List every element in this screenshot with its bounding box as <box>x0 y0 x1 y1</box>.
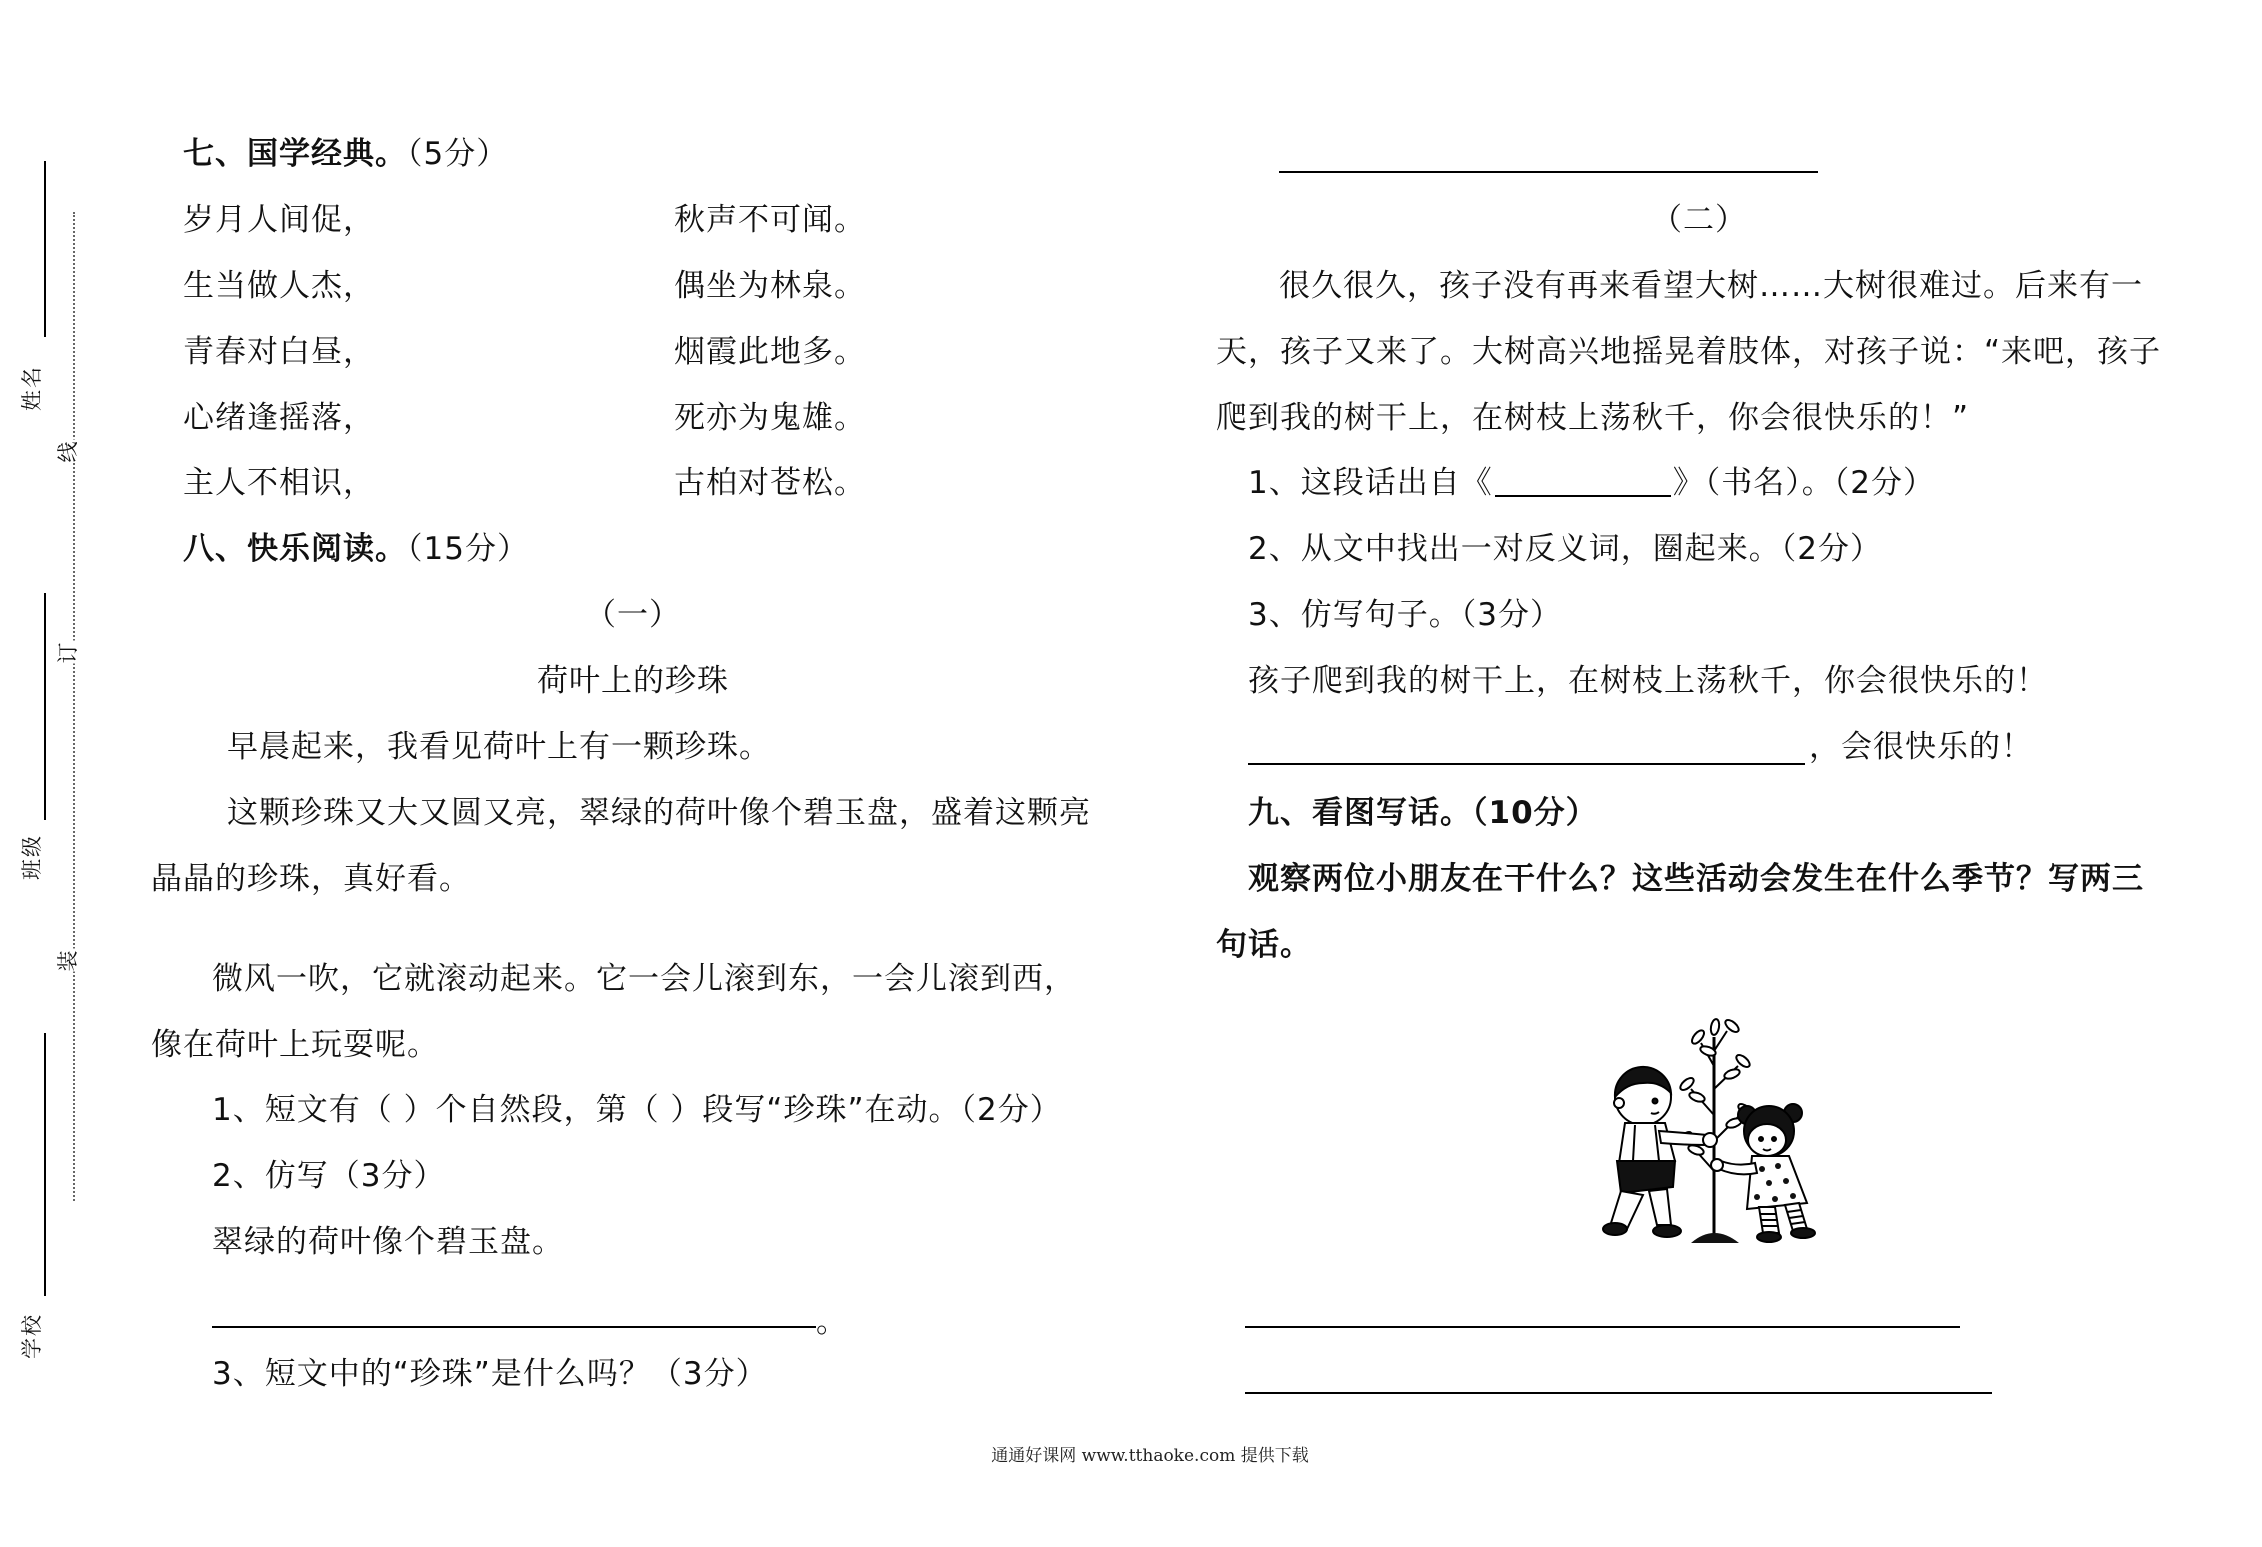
boy-arm <box>1659 1131 1707 1145</box>
boy-hand <box>1703 1133 1717 1147</box>
girl-arm <box>1719 1161 1757 1174</box>
passage1-line-3: 晶晶的珍珠，真好看。 <box>151 861 471 897</box>
book-title-blank <box>1495 465 1671 497</box>
classic-left-2: 生当做人杰， <box>183 268 375 304</box>
section8-score: （15分） <box>407 531 529 567</box>
class-line <box>44 593 46 820</box>
boy-eye <box>1653 1099 1658 1104</box>
classic-right-1: 秋声不可闻。 <box>674 202 866 238</box>
leaf <box>1688 1091 1706 1104</box>
girl-eye-right <box>1772 1137 1776 1141</box>
dot <box>1790 1193 1796 1199</box>
part1-question-2: 2、仿写（3分） <box>212 1158 446 1194</box>
girl-eye-left <box>1759 1137 1763 1141</box>
classic-right-5: 古柏对苍松。 <box>674 465 866 501</box>
leaf <box>1690 1028 1706 1045</box>
boy-shoe-left <box>1603 1223 1627 1235</box>
section8-title: 八、快乐阅读。 <box>183 531 407 567</box>
boy-ear <box>1614 1098 1624 1108</box>
part1-q2-answer-line <box>212 1326 816 1328</box>
name-label: 姓名 <box>20 365 44 411</box>
part1-q2-example: 翠绿的荷叶像个碧玉盘。 <box>212 1224 564 1260</box>
binding-dotted-line <box>73 212 75 1201</box>
classic-left-1: 岁月人间促， <box>183 202 375 238</box>
binding-label-ding: 订 <box>56 640 80 664</box>
passage2-line-3: 爬到我的树干上，在树枝上荡秋千，你会很快乐的！” <box>1216 400 1970 436</box>
section8-heading <box>183 529 529 569</box>
passage2-line-2: 天，孩子又来了。大树高兴地摇晃着肢体，对孩子说：“来吧，孩子 <box>1216 334 2162 370</box>
boy-leg-right <box>1649 1189 1671 1225</box>
passage1-line-1: 早晨起来，我看见荷叶上有一颗珍珠。 <box>227 729 771 765</box>
classic-left-3: 青春对白昼， <box>183 334 375 370</box>
classic-right-4: 死亦为鬼雄。 <box>674 400 866 436</box>
part2-q3-answer-line <box>1248 763 1805 765</box>
section7-title: 七、国学经典。 <box>183 136 407 172</box>
section9-title: 九、看图写话。（10分） <box>1248 795 1598 831</box>
classic-right-2: 偶坐为林泉。 <box>674 268 866 304</box>
passage1-line-4: 微风一吹，它就滚动起来。它一会儿滚到东，一会儿滚到西， <box>212 961 1076 997</box>
passage1-line-5: 像在荷叶上玩耍呢。 <box>151 1027 439 1063</box>
passage1-line-2: 这颗珍珠又大又圆又亮，翠绿的荷叶像个碧玉盘，盛着这颗亮 <box>227 795 1091 831</box>
dot <box>1759 1166 1765 1172</box>
leaf <box>1723 1068 1741 1081</box>
part2-q3-example: 孩子爬到我的树干上，在树枝上荡秋千，你会很快乐的！ <box>1248 663 2048 699</box>
part1-question-1: 1、短文有（ ）个自然段，第（ ）段写“珍珠”在动。（2分） <box>212 1092 1062 1128</box>
binding-label-zhuang: 装 <box>56 948 80 972</box>
classic-left-4: 心绪逢摇落， <box>183 400 375 436</box>
section9-prompt-line-1: 观察两位小朋友在干什么？这些活动会发生在什么季节？写两三 <box>1248 861 2144 897</box>
school-label: 学校 <box>20 1313 44 1359</box>
section7-heading <box>183 134 508 174</box>
class-label: 班级 <box>20 834 44 880</box>
sapling <box>1676 1018 1753 1239</box>
classic-left-5: 主人不相识， <box>183 465 375 501</box>
name-line <box>44 161 46 337</box>
binding-label-xian: 线 <box>56 439 80 463</box>
writing-line-1 <box>1245 1326 1960 1328</box>
part2-question-1 <box>1248 463 1935 503</box>
girl-shoe-right <box>1791 1228 1815 1238</box>
classic-right-3: 烟霞此地多。 <box>674 334 866 370</box>
dot <box>1775 1163 1781 1169</box>
children-planting-tree-illustration <box>1597 1011 1831 1245</box>
dot <box>1766 1180 1772 1186</box>
girl-hand <box>1711 1159 1723 1171</box>
part2-question-3: 3、仿写句子。（3分） <box>1248 597 1562 633</box>
part1-q2-end-mark: 。 <box>816 1304 848 1340</box>
passage1-title: 荷叶上的珍珠 <box>537 663 729 699</box>
leaf <box>1678 1076 1695 1092</box>
boy-shoe-right <box>1653 1225 1681 1237</box>
section7-score: （5分） <box>407 136 509 172</box>
part2-q1-prefix: 1、这段话出自《 <box>1248 465 1493 501</box>
part1-question-3: 3、短文中的“珍珠”是什么吗？（3分） <box>212 1356 768 1392</box>
part2-q3-suffix: ，会很快乐的！ <box>1809 729 2033 765</box>
dot <box>1772 1196 1778 1202</box>
continued-answer-line <box>1279 171 1818 173</box>
part2-label: （二） <box>1651 202 1747 238</box>
dot <box>1783 1178 1789 1184</box>
school-line <box>44 1033 46 1296</box>
soil-mound <box>1691 1233 1739 1243</box>
part2-q1-suffix: 》（书名）。（2分） <box>1672 465 1935 501</box>
section9-prompt-line-2: 句话。 <box>1216 927 1312 963</box>
girl-shoe-left <box>1757 1232 1781 1242</box>
part2-question-2: 2、从文中找出一对反义词，圈起来。（2分） <box>1248 531 1882 567</box>
leaf <box>1710 1018 1721 1035</box>
passage2-line-1: 很久很久，孩子没有再来看望大树……大树很难过。后来有一 <box>1279 268 2143 304</box>
page-footer: 通通好课网 www.tthaoke.com 提供下载 <box>991 1446 1309 1466</box>
dot <box>1754 1194 1760 1200</box>
part1-label: （一） <box>585 597 681 633</box>
writing-line-2 <box>1245 1392 1992 1394</box>
